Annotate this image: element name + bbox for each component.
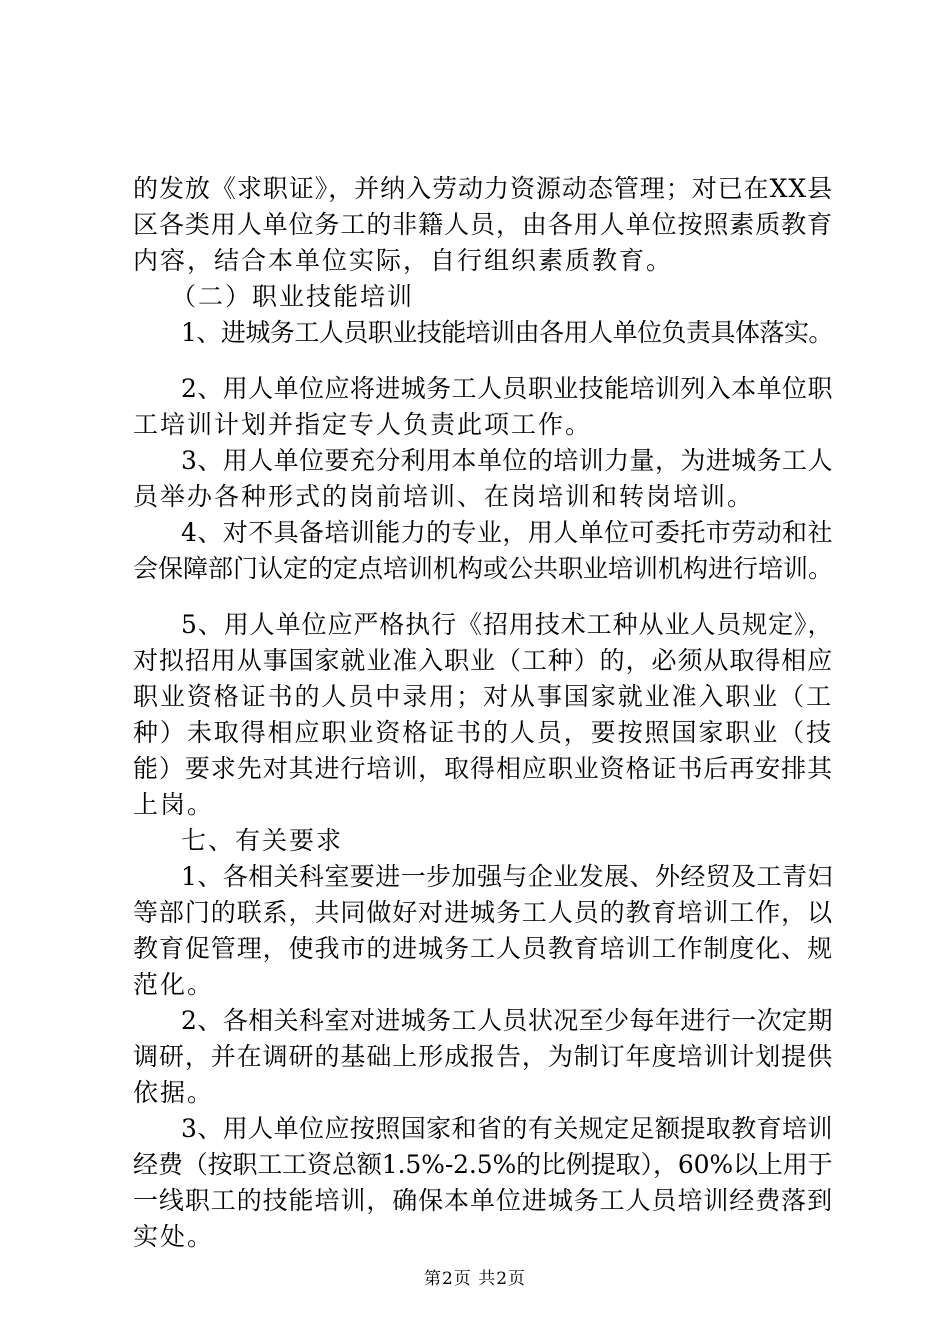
text-line: 一线职工的技能培训，确保本单位进城务工人员培训经费落到 (133, 1186, 834, 1215)
text-line: 3、用人单位要充分利用本单位的培训力量，为进城务工人 (181, 446, 833, 475)
text-line: 工培训计划并指定专人负责此项工作。 (133, 410, 593, 439)
text-line: 等部门的联系，共同做好对进城务工人员的教育培训工作，以 (133, 898, 834, 927)
section-heading: （二）职业技能培训 (171, 282, 415, 311)
text-line: 区各类用人单位务工的非籍人员，由各用人单位按照素质教育 (133, 210, 834, 239)
text-line: 3、用人单位应按照国家和省的有关规定足额提取教育培训 (181, 1114, 833, 1143)
text-line: 教育促管理，使我市的进城务工人员教育培训工作制度化、规 (133, 934, 834, 963)
text-line: 上岗。 (133, 790, 215, 819)
text-line: 实处。 (133, 1222, 215, 1251)
text-line: 内容，结合本单位实际，自行组织素质教育。 (133, 246, 674, 275)
text-line: 范化。 (133, 970, 215, 999)
page-number: 第2页 共2页 (423, 1269, 527, 1289)
text-line: 2、用人单位应将进城务工人员职业技能培训列入本单位职 (181, 374, 833, 403)
text-line: 会保障部门认定的定点培训机构或公共职业培训机构进行培训。 (133, 554, 834, 583)
text-line: 4、对不具备培训能力的专业，用人单位可委托市劳动和社 (181, 518, 833, 547)
section-heading: 七、有关要求 (181, 826, 344, 855)
text-line: 1、各相关科室要进一步加强与企业发展、外经贸及工青妇 (181, 862, 833, 891)
text-line: 1、进城务工人员职业技能培训由各用人单位负责具体落实。 (181, 318, 833, 347)
text-line: 对拟招用从事国家就业准入职业（工种）的，必须从取得相应 (133, 646, 834, 675)
text-line: 依据。 (133, 1078, 215, 1107)
text-line: 能）要求先对其进行培训，取得相应职业资格证书后再安排其 (133, 754, 834, 783)
text-line: 5、用人单位应严格执行《招用技术工种从业人员规定》， (181, 610, 834, 639)
text-line: 的发放《求职证》，并纳入劳动力资源动态管理；对已在XX县 (133, 174, 834, 203)
text-line: 2、各相关科室对进城务工人员状况至少每年进行一次定期 (181, 1006, 833, 1035)
text-line: 职业资格证书的人员中录用；对从事国家就业准入职业（工 (133, 682, 834, 711)
text-line: 员举办各种形式的岗前培训、在岗培训和转岗培训。 (133, 482, 755, 511)
text-line: 种）未取得相应职业资格证书的人员，要按照国家职业（技 (133, 718, 834, 747)
text-line: 调研，并在调研的基础上形成报告，为制订年度培训计划提供 (133, 1042, 834, 1071)
text-line: 经费（按职工工资总额1.5%-2.5%的比例提取），60%以上用于 (133, 1150, 833, 1179)
